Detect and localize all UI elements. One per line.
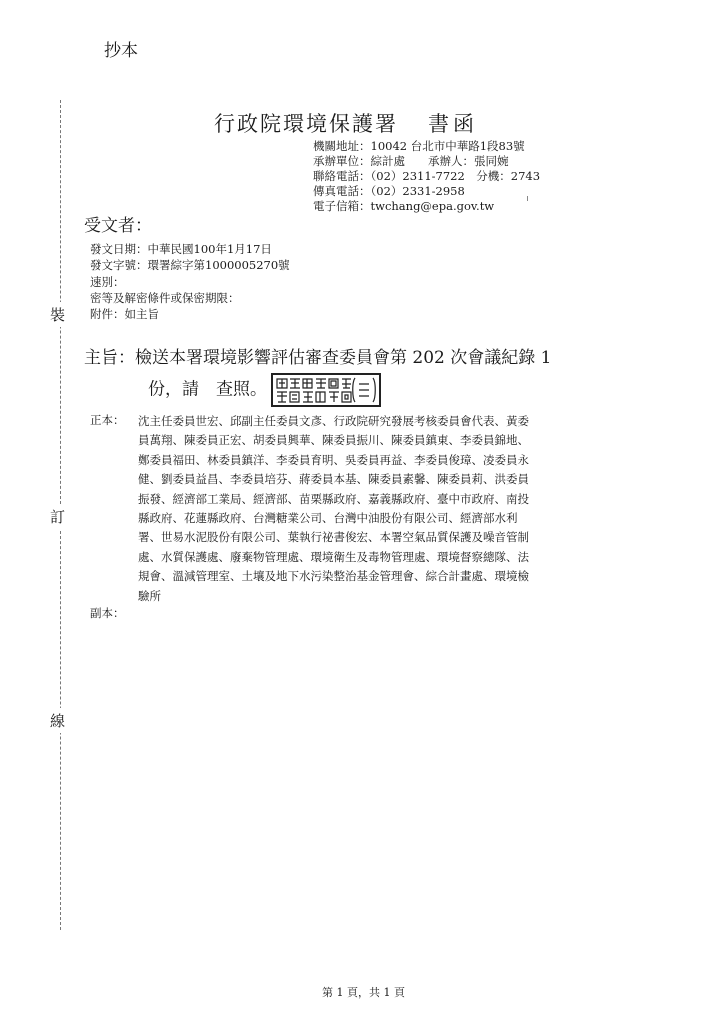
recipient-label: 受文者：: [84, 216, 152, 236]
issue-date: 發文日期：中華民國100年1月17日: [90, 242, 272, 256]
stray-mark: [527, 196, 528, 201]
cc-line: 驗所: [138, 588, 161, 603]
cc-line: 署、世易水泥股份有限公司、葉執行祕書俊宏、本署空氣品質保護及噪音管制: [138, 530, 529, 545]
copy-mark: 抄本: [104, 41, 138, 61]
attachment: 附件：如主旨: [90, 307, 159, 322]
contact-unit: 承辦單位：綜計處 承辦人：張同婉: [313, 154, 509, 168]
official-seal-stamp: [271, 373, 381, 407]
cc-line: 規會、溫減管理室、土壤及地下水污染整治基金管理會、綜合計畫處、環境檢: [138, 569, 529, 584]
meta-block: [90, 241, 290, 322]
subject-line-1: 主旨：檢送本署環境影響評估審查委員會第 202 次會議紀錄 1: [84, 348, 552, 368]
cc-line: 員萬翔、陳委員正宏、胡委員興華、陳委員振川、陳委員鎮東、李委員錦地、: [138, 433, 529, 448]
cc-line: 縣政府、花蓮縣政府、台灣糖業公司、台灣中油股份有限公司、經濟部水利: [138, 511, 518, 526]
cc-line: 處、水質保護處、廢棄物管理處、環境衛生及毒物管理處、環境督察總隊、法: [138, 549, 529, 564]
speed-class: 速別：: [90, 274, 125, 289]
subject-line-2: 份，請 查照。: [148, 379, 267, 400]
document-number: 發文字號：環署綜字第1000005270號: [90, 258, 290, 273]
contact-address: 機關地址：10042 台北市中華路1段83號: [313, 139, 525, 153]
binding-char-top: 裝: [50, 302, 65, 327]
page-footer: 第 1 頁，共 1 頁: [322, 986, 405, 999]
cc-recipients: [138, 412, 650, 606]
security-level: 密等及解密條件或保密期限：: [90, 290, 240, 305]
cc-label: 正本：: [90, 413, 125, 427]
binding-char-middle: 訂: [50, 504, 65, 529]
contact-email: 電子信箱：twchang@epa.gov.tw: [313, 199, 495, 213]
cc-line: 沈主任委員世宏、邱副主任委員文彥、行政院研究發展考核委員會代表、黃委: [138, 414, 529, 428]
contact-block: [313, 139, 540, 214]
seal-glyphs: [273, 375, 379, 405]
contact-fax: 傳真電話：（02）2331-2958: [313, 184, 465, 198]
organization-title: 行政院環境保護署: [214, 112, 398, 136]
cc-line: 健、劉委員益昌、李委員培芬、蔣委員本基、陳委員素馨、陳委員莉、洪委員: [138, 472, 529, 487]
document-type: 書函: [428, 112, 478, 136]
binding-char-bottom: 線: [50, 708, 65, 733]
cc-line: 振發、經濟部工業局、經濟部、苗栗縣政府、嘉義縣政府、臺中市政府、南投: [138, 491, 529, 506]
subject-block: [84, 343, 551, 407]
contact-phone: 聯絡電話：（02）2311-7722 分機：2743: [313, 169, 541, 183]
subject-line-2-wrap: [84, 373, 551, 407]
cc-line: 鄭委員福田、林委員鎮洋、李委員育明、吳委員再益、李委員俊璋、凌委員永: [138, 452, 529, 467]
vice-copy-label: 副本：: [90, 606, 125, 620]
